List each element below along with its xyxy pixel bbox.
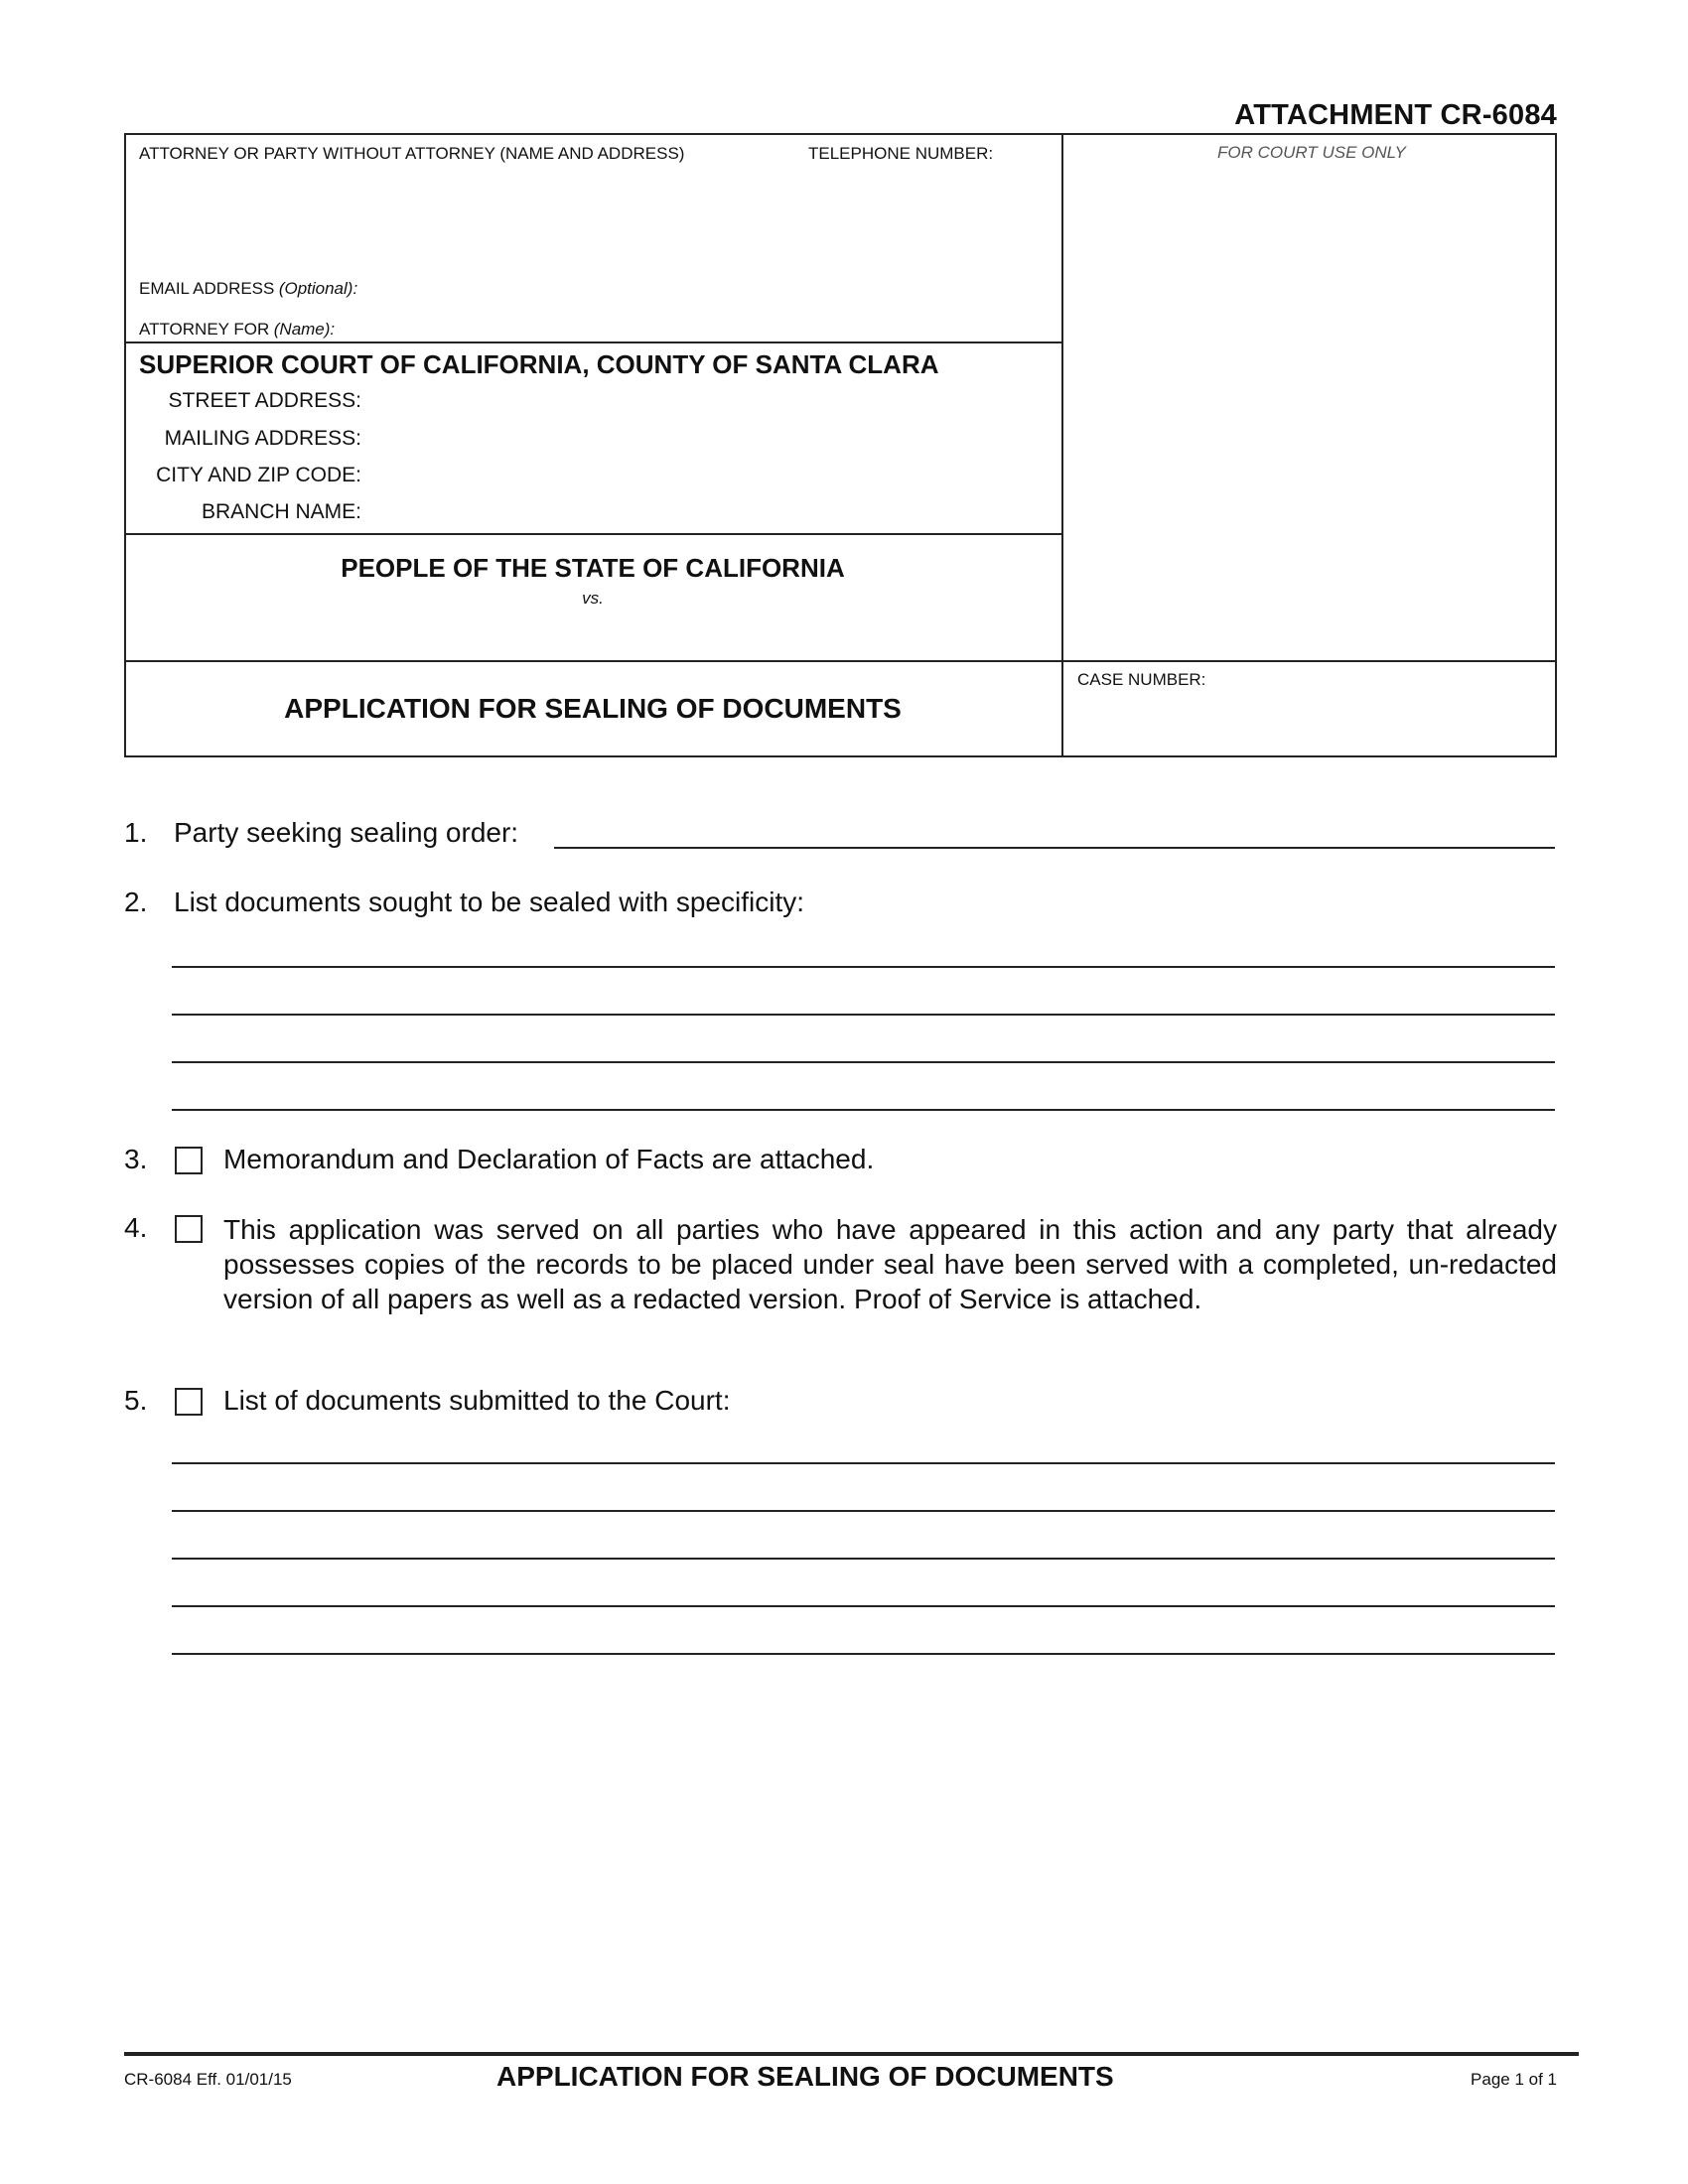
document-title: APPLICATION FOR SEALING OF DOCUMENTS <box>284 693 902 724</box>
street-address-label: STREET ADDRESS: <box>168 389 361 412</box>
vs-label: vs. <box>582 589 604 608</box>
attorney-label: ATTORNEY OR PARTY WITHOUT ATTORNEY (NAME AND ADDRESS) <box>139 144 685 163</box>
documents-sealed-line[interactable] <box>172 1014 1555 1016</box>
email-label: EMAIL ADDRESS <box>139 279 275 298</box>
attorney-for-row <box>139 320 335 340</box>
caption-divider-vertical <box>1061 133 1063 757</box>
memorandum-checkbox[interactable] <box>175 1147 203 1174</box>
item1-number: 1. <box>124 817 148 848</box>
caption-divider-title <box>124 660 1557 662</box>
documents-submitted-line[interactable] <box>172 1558 1555 1560</box>
party-seeking-field[interactable] <box>554 847 1555 849</box>
footer-title: APPLICATION FOR SEALING OF DOCUMENTS <box>496 2061 1114 2092</box>
court-use-label: FOR COURT USE ONLY <box>1217 143 1406 162</box>
documents-sealed-line[interactable] <box>172 966 1555 968</box>
footer-page: Page 1 of 1 <box>1471 2070 1557 2089</box>
court-name: SUPERIOR COURT OF CALIFORNIA, COUNTY OF SANTA CLARA <box>139 349 939 379</box>
item5-label: List of documents submitted to the Court: <box>223 1385 731 1416</box>
attorney-for-label: ATTORNEY FOR <box>139 320 270 339</box>
email-row <box>139 279 357 299</box>
email-optional: (Optional): <box>278 279 358 298</box>
item2-number: 2. <box>124 887 148 917</box>
item3-label: Memorandum and Declaration of Facts are attached. <box>223 1144 875 1174</box>
documents-submitted-line[interactable] <box>172 1510 1555 1512</box>
documents-submitted-line[interactable] <box>172 1605 1555 1607</box>
footer-rule <box>124 2052 1579 2056</box>
mailing-address-label: MAILING ADDRESS: <box>164 427 361 450</box>
attachment-title: ATTACHMENT CR-6084 <box>1234 99 1557 131</box>
item1-label: Party seeking sealing order: <box>174 817 519 848</box>
served-checkbox[interactable] <box>175 1215 203 1243</box>
item4-text: This application was served on all parties who have appeared in this action and any party that already possesses copies of the records to be placed under seal have been served with a completed, un-redacted version of all papers as well as a redacted version. Proof of Service is attached. <box>223 1214 1557 1314</box>
footer-form-id: CR-6084 Eff. 01/01/15 <box>124 2070 292 2089</box>
documents-sealed-line[interactable] <box>172 1061 1555 1063</box>
branch-name-label: BRANCH NAME: <box>201 500 361 523</box>
case-number-label: CASE NUMBER: <box>1077 670 1206 689</box>
caption-divider-court <box>124 533 1061 535</box>
documents-submitted-line[interactable] <box>172 1653 1555 1655</box>
documents-sealed-line[interactable] <box>172 1109 1555 1111</box>
item4-number: 4. <box>124 1212 148 1243</box>
party-title: PEOPLE OF THE STATE OF CALIFORNIA <box>341 553 845 583</box>
documents-submitted-checkbox[interactable] <box>175 1388 203 1416</box>
item5-number: 5. <box>124 1385 148 1416</box>
attorney-for-name: (Name): <box>273 320 336 339</box>
telephone-label: TELEPHONE NUMBER: <box>808 144 994 163</box>
caption-divider-attorney <box>124 341 1061 343</box>
documents-submitted-line[interactable] <box>172 1462 1555 1464</box>
city-zip-label: CITY AND ZIP CODE: <box>156 464 361 486</box>
item2-label: List documents sought to be sealed with specificity: <box>174 887 805 917</box>
item3-number: 3. <box>124 1144 148 1174</box>
